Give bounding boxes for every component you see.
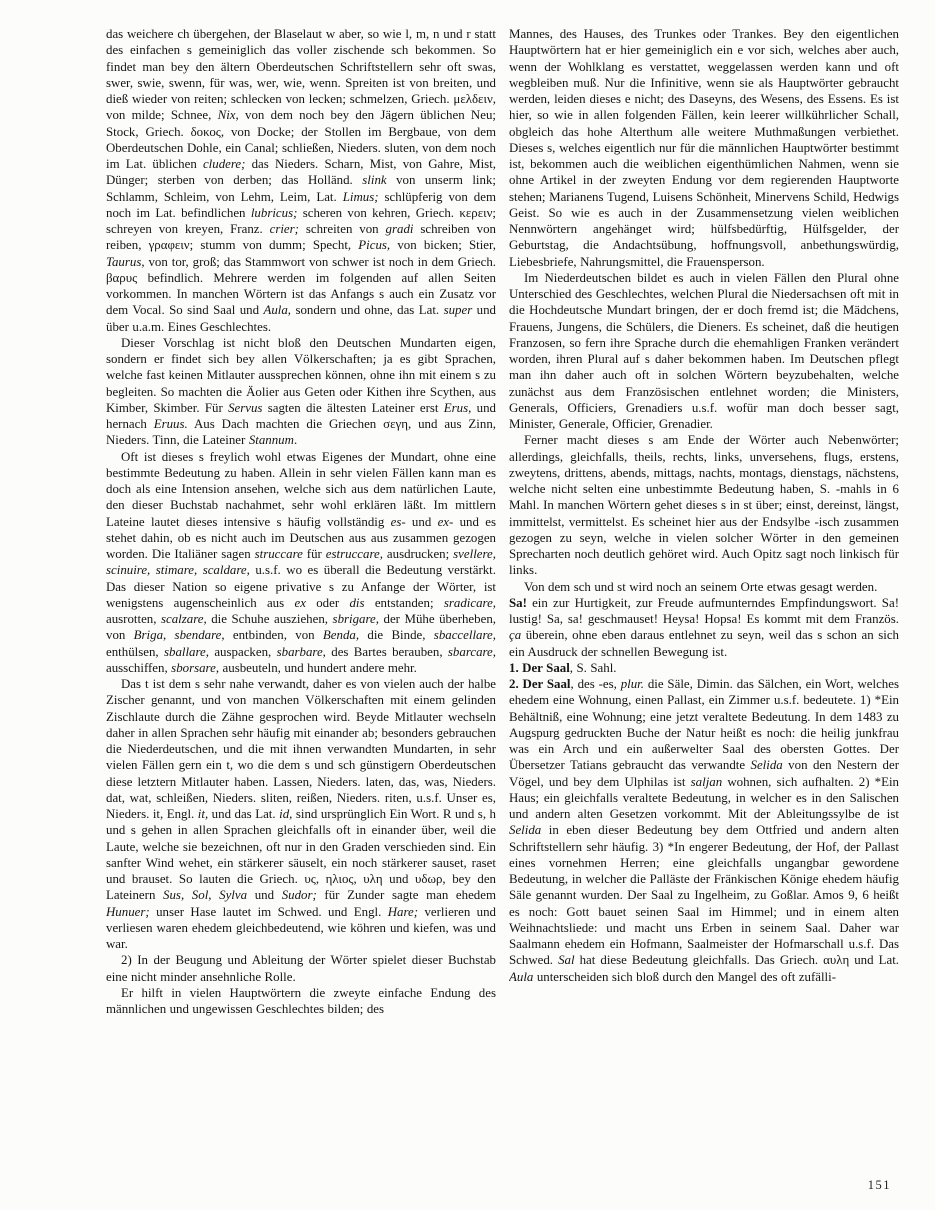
body-text: schlüpferig von dem noch im Lat. befindlichen (106, 189, 496, 220)
body-text: und es stehet dahin, ob es nicht auch im Deutschen aus aus zusammen gezogen worden. Die Italiäner sagen (106, 514, 496, 561)
foreign-term: lubricus; (250, 205, 298, 220)
body-text: 2) In der Beugung und Ableitung der Wörter spielet dieser Buchstab eine nicht minder ansehnliche Rolle. (106, 953, 496, 984)
body-text: und über u.a.m. Eines Geschlechtes. (106, 303, 496, 334)
body-text: oder (305, 595, 350, 610)
paragraph (509, 26, 899, 270)
body-text: auspacken, (208, 644, 277, 659)
foreign-term: Sus, Sol, Sylva (163, 888, 248, 903)
body-text: schreiben von reiben, γραφειν; stumm von dumm; Specht, (106, 222, 496, 253)
body-text: die Binde, (359, 628, 434, 643)
foreign-term: sbrigare, (332, 612, 379, 626)
body-text: des Bartes berauben, (325, 644, 448, 659)
foreign-term: sborsare, (171, 660, 220, 675)
foreign-term: plur. (620, 677, 644, 691)
body-text: und hernach (106, 400, 496, 431)
body-text: und das Lat. (208, 807, 280, 821)
foreign-term: saljan (690, 774, 723, 789)
foreign-term: scalzare, (161, 612, 207, 626)
body-text: ausrotten, (106, 612, 161, 626)
paragraph (106, 952, 496, 985)
foreign-term: Selida (509, 823, 542, 838)
foreign-term: ex (294, 595, 306, 610)
body-text: für Zunder sagte man ehedem (316, 888, 496, 903)
body-text: das weichere ch übergehen, der Blaselaut w aber, so wie l, m, n und r statt des einfachen s gemeiniglich das voller zischende sch bekommen. So findet man bey den ältern Oberdeutschen Schriftstellern sehr oft swas, swer, swie, swenn, für was, wer, wie, wenn. Spreiten ist von breiten, und dieß wieder von reiten; schlecken von lecken; schmelzen, Griech. μελδειν, von milde; Schnee, (106, 27, 496, 123)
paragraph (509, 270, 899, 433)
body-text: Oft ist dieses s freylich wohl etwas Eigenes der Mundart, ohne eine bestimmte Bedeutung zu haben. Allein in sehr vielen Fällen kann man es doch als eine Intension ansehen, welche sich aus dem natürlichen Laute, den dieser Buchstab nachahmet, sehr wohl erklären läßt. Im mittlern Lateine lautet dieses intensive s häufig vollständig (106, 449, 496, 529)
foreign-term: Nix, (217, 108, 239, 123)
body-text: die Säle, Dimin. das Sälchen, ein Wort, welches ehedem eine Wohnung, einen Pallast, ein Zimmer u.s.f. bedeutete. 1) *Ein Behältniß, eine Wohnung; eine jetzt veraltete Bedeutung. In dem 1483 zu Augspurg gedruckten Buche der Natur heißt es noch: die heilig junkfrau was ein Arch und ein außerwelter Saal des obersten Gottes. Der Übersetzer Tatians gebraucht das verwandte (509, 677, 899, 773)
body-text: verlieren und verliesen waren ehedem gleichbedeutend, wie köhren und kiefen, was und war. (106, 904, 496, 951)
body-text: . (293, 433, 298, 448)
foreign-term: sbaccellare, (433, 628, 496, 643)
foreign-term: gradi (385, 222, 414, 236)
body-text: von den Nestern der Vögel, und bey dem Ulphilas ist (509, 758, 899, 789)
paragraph (106, 449, 496, 677)
foreign-term: Hare; (387, 904, 419, 919)
foreign-term: Eruus. (153, 417, 188, 431)
foreign-term: dis (349, 595, 365, 610)
body-text: von unserm link; Schlamm, Schleim, von Lehm, Leim, Lat. (106, 173, 496, 204)
foreign-term: estruccare, (325, 547, 383, 561)
foreign-term: Aula, (263, 303, 292, 318)
foreign-term: sbarcare, (447, 644, 496, 659)
body-text: entbinden, von (224, 628, 323, 643)
body-text: sind ursprünglich Ein Wort. R und s, h und s gehen in allen Sprachen gleichfalls oft in einander über, weil die Laute, welche sie bezeichnen, oft nur in den Graden verschieden sind. Ein sanfter Wind wehet, ein stärkerer säuselt, ein noch stärkerer sauset, raset und brauset. So lauten die Griech. υς, ηλιος, υλη und υδωρ, bey den Lateinern (106, 807, 496, 903)
foreign-term: Selida (750, 758, 783, 773)
body-text: Ferner macht dieses s am Ende der Wörter auch Nebenwörter; allerdings, gleichfalls, theils, rechts, links, unversehens, flugs, erstens, zweytens, drittens, abends, mittags, nachts, montags, dienstags, nächstens, welche nicht selten eine unbestimmte Bedeutung haben, S. -mahls in 6 Mahl. In manchen Wörtern gehet dieses s in st über; einst, dereinst, längst, immittelst, vermittelst. Es scheinet hier aus der Endsylbe -isch zusammen gezogen zu seyn, welche in vielen solcher Wörter in den gemeinen Sprecharten noch deutlich gehöret wird. Auch Opitz sagt noch linkisch für links. (509, 433, 899, 578)
headword: Sa! (509, 595, 527, 610)
body-text: Dieser Vorschlag ist nicht bloß den Deutschen Mundarten eigen, sondern er findet sich bey allen Völkerschaften; ja es gibt Sprachen, welche fast keinen Mitlauter aussprechen können, ohne ihn mit einem s zu begleiten. So machten die Äolier aus Geten oder Kithen ihre Scythen, aus Kimber, Skimber. Für (106, 335, 496, 415)
body-text: von bicken; Stier, (390, 238, 496, 253)
paragraph (106, 676, 496, 952)
body-text: Aus Dach machten die Griechen σεγη, und aus Zinn, Nieders. Tinn, die Lateiner (106, 417, 496, 448)
body-text: entstanden; (364, 595, 444, 610)
foreign-term: es- (390, 514, 406, 529)
body-text: sagten die ältesten Lateiner erst (262, 400, 444, 415)
body-text: die Schuhe ausziehen, (206, 612, 333, 626)
paragraph (106, 335, 496, 449)
body-text: überein, ohne eben daraus entlehnet zu seyn, weil das s schon an sich ein Ausdruck der schnellen Bewegung ist. (509, 628, 899, 659)
body-text: enthülsen, (106, 644, 164, 659)
body-text: schreiten von (298, 222, 386, 236)
body-text: das Nieders. Scharn, Mist, von Gahre, Mist, Dünger; sterben von derben; das Holländ. (106, 157, 496, 188)
foreign-term: Servus (228, 400, 263, 415)
text-column-right (509, 26, 899, 1186)
foreign-term: Sudor; (281, 888, 317, 903)
text-column-left (106, 26, 496, 1186)
paragraph (509, 432, 899, 578)
foreign-term: sradicare, (443, 595, 496, 610)
body-text: und (405, 514, 438, 529)
foreign-term: it, (197, 807, 209, 821)
foreign-term: struccare (254, 547, 303, 561)
foreign-term: id, (279, 807, 293, 821)
foreign-term: slink (362, 173, 387, 188)
foreign-term: Benda, (322, 628, 360, 643)
body-text: u.s.f. wo es überall die Bedeutung verstärkt. Das dieser Nation so eigene privative s zu Anfange der Wörter, ist wenigstens augenscheinlich aus (106, 563, 496, 610)
body-text: ein zur Hurtigkeit, zur Freude aufmunterndes Empfindungswort. Sa! lustig! Sa, sa! geschmauset! Heysa! Hopsa! Es kommt mit dem Französ. (509, 595, 899, 626)
body-text: scheren von kehren, Griech. κερειν; schreyen von kreyen, Franz. (106, 205, 496, 236)
foreign-term: Stannum (248, 433, 294, 448)
body-text: ausbeuteln, und hundert andere mehr. (219, 660, 417, 675)
body-text: in eben dieser Bedeutung bey dem Ottfried und andern alten Schriftstellern sehr häufig. 3) *In engerer Bedeutung, der Hof, der Pallast eines vornehmen Herren; eine gleichfalls ungangbar gewordene Bedeutung, in welcher die Palläste der Fränkischen Könige ehedem häufig Säle genannt wurden. Der Saal zu Ingelheim, zu Goßlar. Amos 9, 6 heißt es noch: Gott bauet seinen Saal im Himmel; und in einem alten Weihnachtsliede: und macht uns Erben in seinem Saal. Daher war Saalmann ehedem ein Hofmann, Saalmeister der Hofmarschall u.s.f. Das Schwed. (509, 823, 899, 968)
foreign-term: Taurus, (106, 254, 145, 269)
headword: 1. Der Saal (509, 660, 570, 675)
paragraph (509, 595, 899, 660)
foreign-term: Hunuer; (106, 904, 150, 919)
paragraph (106, 985, 496, 1018)
foreign-term: Limus; (342, 189, 379, 204)
body-text: Das t ist dem s sehr nahe verwandt, daher es von vielen auch der halbe Zischer genannt, und von manchen Völkerschaften mit einem gelinden Zischlaute durch die Zähne gesprochen wird. Beyde Mitlauter wechseln daher in allen Sprachen sehr häufig mit einander ab; besonders gebrauchen die Niederdeutschen, und die mit ihnen verwandten Mundarten, in sehr vielen Fällen gern ein t, wo die dem s und sch günstigern Oberdeutschen diese letztern Mitlauter haben. Lassen, Nieders. laten, das, was, Nieders. dat, wat, schleißen, Nieders. sliten, reißen, Nieders. riten, u.s.f. Unser es, Nieders. it, Engl. (106, 677, 496, 821)
foreign-term: Aula (509, 969, 534, 984)
foreign-term: Erus, (443, 400, 472, 415)
paragraph (509, 676, 899, 985)
body-text: und (247, 888, 282, 903)
foreign-term: svellere, scinuire, stimare, scaldare, (106, 547, 496, 578)
body-text: , S. Sahl. (569, 660, 617, 675)
body-text: von dem noch bey den Jägern üblichen Neu; Stock, Griech. δοκος, von Docke; der Stollen im Bergbaue, von dem Oberdeutschen Dohle, ein Canal; schließen, Nieders. sluten, von dem noch im Lat. üblichen (106, 108, 496, 171)
body-text: hat diese Bedeutung gleichfalls. Das Griech. αυλη und Lat. (574, 953, 899, 968)
body-text: von tor, groß; das Stammwort von schwer ist noch in dem Griech. βαρυς befindlich. Mehrere werden im folgenden auf allen Seiten vorkommen. In manchen Wörtern ist das Anfangs s auch ein Zusatz vor dem Vocal. So sind Saal und (106, 254, 496, 318)
body-text: unterscheiden sich bloß durch den Mangel des oft zufälli- (533, 969, 837, 984)
foreign-term: Picus, (358, 238, 391, 253)
foreign-term: Briga, sbendare, (133, 628, 225, 643)
foreign-term: sballare, (163, 644, 209, 659)
body-text: Er hilft in vielen Hauptwörtern die zweyte einfache Endung des männlichen und ungewissen Geschlechtes bilden; des (106, 985, 496, 1016)
body-text: , des -es, (570, 677, 621, 691)
paragraph (106, 26, 496, 335)
page-number: 151 (867, 1178, 891, 1192)
foreign-term: Sal (558, 953, 575, 968)
foreign-term: crier; (269, 222, 299, 236)
body-text: wohnen, sich aufhalten. 2) *Ein Haus; ein gleichfalls veraltete Bedeutung, in welcher es in den Salischen und andern alten Gesetzen vorkommt. Mit der Ableitungssylbe de ist (509, 774, 899, 821)
body-text: für (302, 547, 326, 561)
body-text: unser Hase lautet im Schwed. und Engl. (149, 904, 388, 919)
body-text: Mannes, des Hauses, des Trunkes oder Trankes. Bey den eigentlichen Hauptwörtern hat er hier gemeiniglich ein e vor sich, welches aber auch, wenn der Wohlklang es verstattet, weggelassen werden kann und oft wegbleiben muß. Nur die Infinitive, wenn sie als Hauptwörter gebraucht werden, leiden dieses e nicht; des Daseyns, des Wesens, des Essens. Es ist hier, so wie in allen folgenden Fällen, kein leerer willkührlicher Schall, obgleich das hohe Alterthum alle weitere Muthmaßungen verbiethet. Dieses s, welches eigentlich nur für die männlichen Hauptwörter bestimmt ist, bekommen auch die weiblichen eigenthümlichen Nahmen, wenn sie ohne Artikel in der zweyten Endung vor dem regierenden Hauptworte stehen; Marianens Tugend, Luisens Schönheit, Minervens Schild, Hedwigs Geist. So wie es auch in der Zusammensetzung vielen weiblichen Nennwörtern angehänget wird; hülfsbedürftig, Hülfsgelder, der Geburtstag, die Andachtsübung, hoffnungsvoll, anbethungswürdig, Liebesbriefe, Nahrungsmittel, die Frauensperson. (509, 27, 899, 269)
body-text: ausdrucken; (382, 547, 454, 561)
foreign-term: super (443, 303, 473, 318)
paragraph (509, 579, 899, 595)
body-text: Von dem sch und st wird noch an seinem Orte etwas gesagt werden. (524, 579, 878, 594)
paragraph (509, 660, 899, 676)
body-text: ausschiffen, (106, 660, 172, 675)
body-text: der Mühe überheben, von (106, 612, 496, 643)
foreign-term: sbarbare, (276, 644, 326, 659)
body-text: Im Niederdeutschen bildet es auch in vielen Fällen den Plural ohne Unterschied des Geschlechtes, welchen Plural die Niedersachsen oft mit in die Hochdeutsche Mundart bringen, der er doch fremd ist; die Mädchens, Frauens, Jungens, die Schülers, die Dieners. Es scheinet, daß die heutigen Franzosen, so fern ihre Sprache durch die ehemahligen Franken verändert worden, ihren Plural auf s daher bekommen haben. Im Deutschen pflegt man ihn daher auch oft in solchen Wörtern beyzubehalten, welche zunächst aus dem Französischen entlehnet worden; die Ministers, Generals, Officiers, Grenadiers u.s.f. wofür man doch besser sagt, Minister, Generale, Officier, Grenadier. (509, 270, 899, 431)
foreign-term: ça (509, 628, 522, 643)
body-text: sondern und ohne, das Lat. (291, 303, 444, 318)
headword: 2. Der Saal (509, 677, 571, 691)
foreign-term: cludere; (202, 157, 246, 171)
foreign-term: ex- (437, 514, 454, 529)
